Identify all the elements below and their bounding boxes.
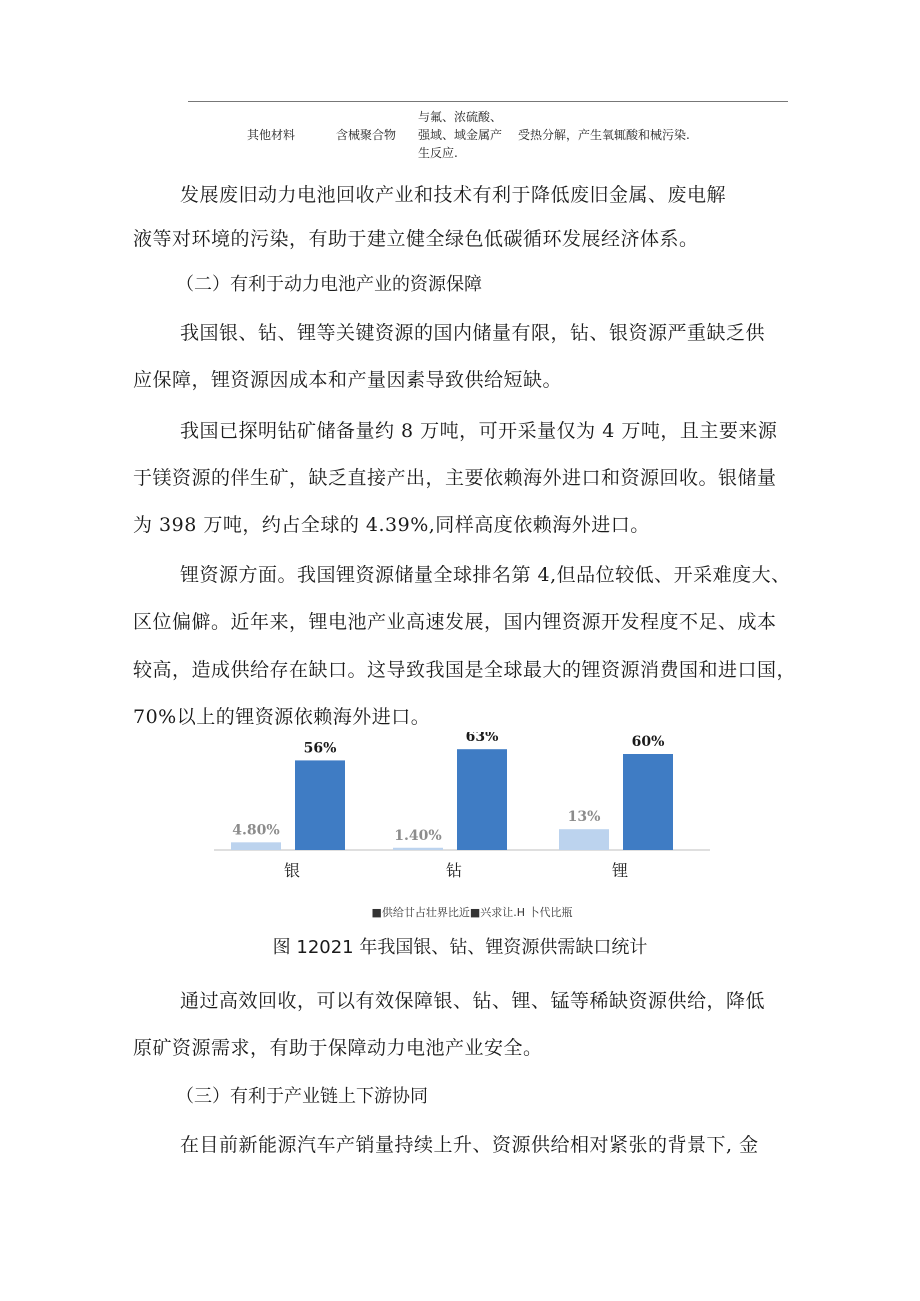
figure-caption: 图 12021 年我国银、钻、锂资源供需缺口统计 [272,937,648,958]
data-label-银-series-1: 4.80% [232,822,280,839]
bar-银-series-2 [295,760,345,850]
paragraph-4-line-3: 较高，造成供给存在缺口。这导致我国是全球最大的锂资源消费国和进口国， [133,659,797,681]
bar-银-series-1 [231,842,281,850]
chart-legend: ■供给廿占壮界比近■兴求让.H 卜代比瓶 [371,906,573,919]
data-label-银-series-2: 56% [303,740,337,757]
data-label-锂-series-1: 13% [567,809,601,826]
paragraph-4-line-1: 锂资源方面。我国锂资源储量全球排名第 4,但品位较低、开采难度大、 [180,564,791,586]
data-label-锂-series-2: 60% [631,734,665,750]
bar-锂-series-2 [623,754,673,850]
section-heading-3: （三）有利于产业链上下游协同 [176,1086,428,1107]
paragraph-2-line-1: 我国银、钻、锂等关键资源的国内储量有限，钻、银资源严重缺乏供 [180,322,766,344]
data-label-钻-series-1: 1.40% [394,827,442,844]
table-cell-category: 其他材料 [247,128,296,142]
bar-钻-series-2 [457,749,507,850]
x-tick-label-银: 银 [283,861,301,880]
x-tick-label-锂: 锂 [611,861,629,880]
table-cell-material: 含械聚合物 [336,128,397,142]
paragraph-1-line-1: 发展废旧动力电池回收产业和技术有利于降低废旧金属、废电解 [180,184,727,206]
paragraph-5-line-2: 原矿资源需求，有助于保障动力电池产业安全。 [133,1037,543,1059]
bar-锂-series-1 [559,829,609,850]
paragraph-6-line-1: 在目前新能源汽车产销量持续上升、资源供给相对紧张的背景下, 金 [180,1134,759,1156]
resource-gap-bar-chart [212,732,712,922]
paragraph-5-line-1: 通过高效回收，可以有效保障银、钻、锂、锰等稀缺资源供给，降低 [180,990,766,1012]
data-label-钻-series-2: 63% [465,732,499,746]
table-cell-reaction-1: 与氟、浓硫酸、 [418,110,503,124]
table-cell-reaction-3: 生反应. [418,146,458,160]
bar-钻-series-1 [393,848,443,850]
paragraph-4-line-2: 区位偏僻。近年来，锂电池产业高速发展，国内锂资源开发程度不足、成本 [133,611,777,633]
paragraph-2-line-2: 应保障，锂资源因成本和产量因素导致供给短缺。 [133,369,563,391]
x-tick-label-钻: 钻 [445,861,463,880]
paragraph-3-line-3: 为 398 万吨，约占全球的 4.39%,同样高度依赖海外进口。 [133,514,650,536]
paragraph-1-line-2: 液等对环境的污染，有助于建立健全绿色低碳循环发展经济体系。 [133,228,699,250]
paragraph-3-line-2: 于镁资源的伴生矿，缺乏直接产出，主要依赖海外进口和资源回收。银储量 [133,467,777,489]
paragraph-4-line-4: 70%以上的锂资源依赖海外进口。 [133,706,431,728]
table-cell-reaction-2: 强域、域金属产 [418,128,503,142]
chart-svg [212,732,712,922]
table-cell-hazard: 受热分解，产生氧辄酸和械污染. [518,128,690,142]
table-top-rule [188,101,788,102]
section-heading-2: （二）有利于动力电池产业的资源保障 [176,274,482,295]
paragraph-3-line-1: 我国已探明钻矿储备量约 8 万吨，可开采量仅为 4 万吨，且主要来源 [180,420,778,442]
